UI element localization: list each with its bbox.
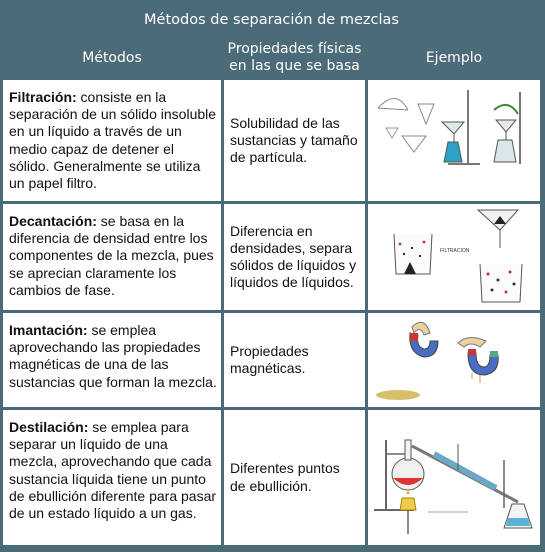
method-name: Decantación:	[9, 213, 97, 229]
method-description: se emplea para separar un líquido de una mezcla, aprovechando que cada sustancia líquida tiene un punto de ebullición diferente para pasar de un estado líquido a un gas.	[9, 419, 217, 522]
header-methods: Métodos	[3, 39, 221, 77]
header-example: Ejemplo	[368, 39, 540, 77]
method-description: consiste en la separación de un sólido insoluble en un líquido a través de un medio capaz de detener el sólido. Generalmente se utiliza un papel filtro.	[9, 89, 217, 192]
header-properties: Propiedades físicas en las que se basa	[224, 39, 365, 77]
method-description: se basa en la diferencia de densidad entre los componentes de la mezcla, pues se aprecian claramente los cambios de fase.	[9, 213, 214, 298]
method-name: Imantación:	[9, 322, 88, 338]
row-distillation-property	[224, 410, 365, 545]
row-magnetization-method	[3, 313, 221, 407]
method-name: Filtración:	[9, 89, 77, 105]
method-description: se emplea aprovechando las propiedades magnéticas de una de las sustancias que forman la mezcla.	[9, 322, 217, 390]
row-magnetization-property	[224, 313, 365, 407]
row-decantation-method	[3, 204, 221, 310]
row-distillation-method	[3, 410, 221, 545]
decantation-label: FILTRACION	[440, 248, 470, 254]
table-title: Métodos de separación de mezclas	[3, 3, 540, 36]
property-text: Propiedades magnéticas.	[230, 342, 309, 376]
row-decantation-property	[224, 204, 365, 310]
filtration-apparatus-illustration	[368, 80, 540, 201]
magnets-illustration	[368, 313, 540, 407]
decantation-beakers-illustration	[368, 204, 540, 310]
row-filtration-method	[3, 80, 221, 201]
method-name: Destilación:	[9, 419, 89, 435]
row-filtration-property	[224, 80, 365, 201]
property-text: Diferentes puntos de ebullición.	[230, 460, 340, 494]
property-text: Diferencia en densidades, separa sólidos de líquidos y líquidos de líquidos.	[230, 222, 357, 291]
distillation-apparatus-illustration	[368, 410, 540, 545]
property-text: Solubilidad de las sustancias y tamaño de partícula.	[230, 114, 358, 166]
